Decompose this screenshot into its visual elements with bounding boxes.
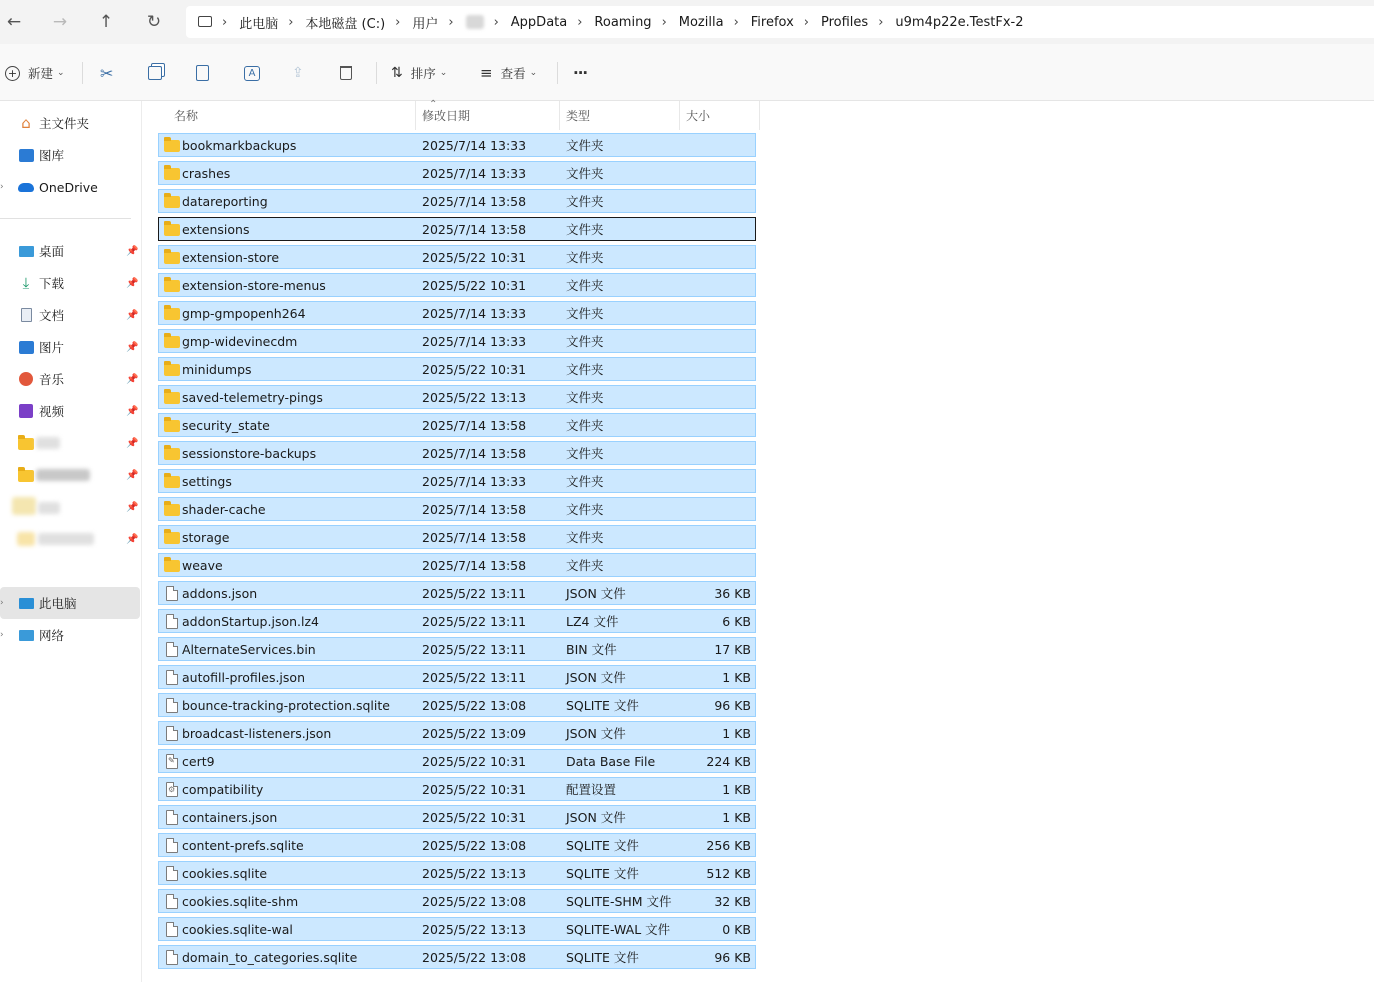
file-type: LZ4 文件 bbox=[566, 614, 619, 629]
chevron-right-icon: › bbox=[288, 14, 294, 30]
file-date: 2025/5/22 13:08 bbox=[422, 893, 527, 909]
crumb-profile[interactable]: u9m4p22e.TestFx-2 bbox=[895, 14, 1024, 30]
file-size: 256 KB bbox=[706, 837, 751, 853]
sidebar-item-label: 此电脑 bbox=[39, 596, 77, 611]
file-date: 2025/5/22 10:31 bbox=[422, 277, 527, 293]
file-size: 6 KB bbox=[722, 613, 751, 629]
folder-icon bbox=[164, 246, 180, 268]
sidebar-item-label: 下载 bbox=[39, 276, 65, 291]
file-type: SQLITE 文件 bbox=[566, 838, 639, 853]
file-name: extensions bbox=[182, 221, 250, 237]
column-header-type[interactable]: 类型 bbox=[559, 101, 680, 130]
column-header-date[interactable]: 修改日期 bbox=[415, 101, 560, 130]
sidebar-item-documents[interactable] bbox=[0, 301, 140, 329]
file-name: addonStartup.json.lz4 bbox=[182, 613, 319, 629]
file-type: 文件夹 bbox=[566, 138, 604, 153]
file-row[interactable] bbox=[158, 385, 756, 409]
folder-icon bbox=[164, 190, 180, 212]
file-name: shader-cache bbox=[182, 501, 266, 517]
file-date: 2025/5/22 10:31 bbox=[422, 753, 527, 769]
file-size: 1 KB bbox=[722, 809, 751, 825]
file-size: 96 KB bbox=[714, 697, 751, 713]
arrow-left-icon: ← bbox=[6, 12, 22, 32]
file-name: saved-telemetry-pings bbox=[182, 389, 323, 405]
network-icon bbox=[17, 626, 35, 644]
file-size: 96 KB bbox=[714, 949, 751, 965]
chevron-right-icon[interactable]: › bbox=[0, 182, 4, 192]
file-size: 0 KB bbox=[722, 921, 751, 937]
file-type: SQLITE-SHM 文件 bbox=[566, 894, 672, 909]
file-date: 2025/7/14 13:58 bbox=[422, 221, 527, 237]
sidebar-item-redacted-3[interactable] bbox=[0, 493, 140, 521]
pin-icon[interactable]: 📌 bbox=[126, 501, 139, 513]
chevron-right-icon: › bbox=[803, 14, 809, 30]
folder-icon bbox=[164, 330, 180, 352]
file-size: 512 KB bbox=[706, 865, 751, 881]
file-icon bbox=[164, 806, 180, 828]
pin-icon[interactable]: 📌 bbox=[126, 405, 139, 417]
file-type: Data Base File bbox=[566, 753, 656, 769]
file-date: 2025/7/14 13:33 bbox=[422, 333, 527, 349]
chevron-right-icon[interactable]: › bbox=[0, 630, 4, 640]
sidebar-item-desktop[interactable] bbox=[0, 237, 140, 265]
plus-circle-icon: + bbox=[5, 66, 20, 81]
arrow-up-icon: ↑ bbox=[98, 12, 114, 32]
file-size: 36 KB bbox=[714, 585, 751, 601]
crumb-roaming[interactable]: Roaming bbox=[594, 14, 652, 30]
folder-icon bbox=[164, 526, 180, 548]
file-icon bbox=[164, 946, 180, 968]
certificate-file-icon bbox=[164, 750, 180, 772]
sidebar-item-label: 图片 bbox=[39, 340, 65, 355]
file-row[interactable] bbox=[158, 469, 756, 493]
picture-icon bbox=[17, 338, 35, 356]
video-icon bbox=[17, 402, 35, 420]
folder-icon bbox=[164, 134, 180, 156]
file-row[interactable] bbox=[158, 833, 756, 857]
pin-icon[interactable]: 📌 bbox=[126, 309, 139, 321]
refresh-button[interactable] bbox=[140, 8, 168, 36]
file-type: 文件夹 bbox=[566, 362, 604, 377]
file-row[interactable] bbox=[158, 133, 756, 157]
file-name: cookies.sqlite bbox=[182, 865, 268, 881]
chevron-right-icon: › bbox=[222, 14, 228, 30]
trash-icon bbox=[340, 66, 352, 80]
scissors-icon: ✂ bbox=[100, 63, 114, 83]
file-name: extension-store bbox=[182, 249, 280, 265]
music-icon bbox=[17, 370, 35, 388]
sidebar-item-redacted-4[interactable] bbox=[0, 525, 140, 553]
settings-file-icon bbox=[164, 778, 180, 800]
crumb-appdata[interactable]: AppData bbox=[510, 14, 568, 30]
file-row[interactable] bbox=[158, 665, 756, 689]
file-size: 1 KB bbox=[722, 725, 751, 741]
pin-icon[interactable]: 📌 bbox=[126, 469, 139, 481]
chevron-right-icon: › bbox=[733, 14, 739, 30]
crumb-mozilla[interactable]: Mozilla bbox=[678, 14, 724, 30]
file-type: SQLITE 文件 bbox=[566, 950, 639, 965]
file-name: gmp-gmpopenh264 bbox=[182, 305, 306, 321]
folder-icon bbox=[164, 442, 180, 464]
file-date: 2025/5/22 13:13 bbox=[422, 389, 527, 405]
sort-label: 排序 bbox=[410, 66, 436, 81]
file-row[interactable] bbox=[158, 301, 756, 325]
sidebar-item-label: OneDrive bbox=[39, 179, 98, 195]
cut-button[interactable] bbox=[100, 60, 113, 86]
file-name: bookmarkbackups bbox=[182, 137, 297, 153]
file-row[interactable] bbox=[158, 721, 756, 745]
redacted-label bbox=[38, 502, 60, 514]
back-button[interactable] bbox=[0, 8, 28, 36]
forward-button[interactable] bbox=[46, 8, 74, 36]
crumb-users[interactable]: 用户 bbox=[412, 16, 439, 32]
file-icon bbox=[164, 638, 180, 660]
file-date: 2025/5/22 10:31 bbox=[422, 361, 527, 377]
file-name: autofill-profiles.json bbox=[182, 669, 305, 685]
file-row[interactable] bbox=[158, 161, 756, 185]
file-row[interactable] bbox=[158, 581, 756, 605]
file-type: 文件夹 bbox=[566, 222, 604, 237]
redacted-username bbox=[466, 15, 484, 29]
file-date: 2025/5/22 13:09 bbox=[422, 725, 527, 741]
file-row[interactable] bbox=[158, 805, 756, 829]
sidebar-item-label: 视频 bbox=[39, 404, 65, 419]
sort-ascending-icon: ⌃ bbox=[429, 99, 438, 110]
desktop-icon bbox=[17, 242, 35, 260]
copy-icon bbox=[148, 66, 162, 80]
sidebar-item-pictures[interactable] bbox=[0, 333, 140, 361]
crumb-c-drive[interactable]: 本地磁盘 (C:) bbox=[305, 16, 386, 32]
file-type: BIN 文件 bbox=[566, 642, 617, 657]
file-name: storage bbox=[182, 529, 230, 545]
file-size: 1 KB bbox=[722, 669, 751, 685]
sidebar-item-label: 图库 bbox=[39, 148, 65, 163]
file-type: SQLITE-WAL 文件 bbox=[566, 922, 671, 937]
file-name: sessionstore-backups bbox=[182, 445, 317, 461]
chevron-right-icon: › bbox=[661, 14, 667, 30]
navigation-pane bbox=[0, 101, 142, 982]
file-type: 文件夹 bbox=[566, 306, 604, 321]
file-row[interactable] bbox=[158, 441, 756, 465]
file-type: 文件夹 bbox=[566, 530, 604, 545]
file-row[interactable] bbox=[158, 413, 756, 437]
file-name: domain_to_categories.sqlite bbox=[182, 949, 358, 965]
redacted-label bbox=[38, 533, 94, 545]
folder-icon bbox=[164, 358, 180, 380]
file-date: 2025/5/22 13:13 bbox=[422, 921, 527, 937]
file-size: 17 KB bbox=[714, 641, 751, 657]
folder-icon bbox=[164, 162, 180, 184]
file-type: 文件夹 bbox=[566, 194, 604, 209]
file-icon bbox=[164, 722, 180, 744]
document-icon bbox=[17, 306, 35, 324]
file-name: extension-store-menus bbox=[182, 277, 326, 293]
folder-icon bbox=[17, 466, 35, 484]
sidebar-item-videos[interactable] bbox=[0, 397, 140, 425]
rename-icon: A bbox=[244, 66, 260, 81]
file-type: JSON 文件 bbox=[566, 810, 626, 825]
file-type: 文件夹 bbox=[566, 278, 604, 293]
pin-icon[interactable]: 📌 bbox=[126, 533, 139, 545]
file-date: 2025/7/14 13:58 bbox=[422, 557, 527, 573]
file-date: 2025/5/22 13:08 bbox=[422, 697, 527, 713]
file-name: cert9 bbox=[182, 753, 215, 769]
file-row[interactable] bbox=[158, 637, 756, 661]
file-name: gmp-widevinecdm bbox=[182, 333, 298, 349]
file-type: JSON 文件 bbox=[566, 670, 626, 685]
file-row[interactable] bbox=[158, 217, 756, 241]
sidebar-item-label: 主文件夹 bbox=[39, 116, 90, 131]
file-row[interactable] bbox=[158, 861, 756, 885]
file-size: 224 KB bbox=[706, 753, 751, 769]
chevron-right-icon: › bbox=[493, 14, 499, 30]
file-date: 2025/5/22 13:08 bbox=[422, 949, 527, 965]
file-date: 2025/7/14 13:33 bbox=[422, 305, 527, 321]
file-date: 2025/5/22 10:31 bbox=[422, 781, 527, 797]
file-date: 2025/5/22 10:31 bbox=[422, 249, 527, 265]
file-name: addons.json bbox=[182, 585, 258, 601]
arrow-right-icon: → bbox=[52, 12, 68, 32]
crumb-firefox[interactable]: Firefox bbox=[750, 14, 794, 30]
share-icon: ⇪ bbox=[292, 65, 304, 81]
redacted-label bbox=[36, 437, 60, 449]
file-icon bbox=[164, 666, 180, 688]
file-name: broadcast-listeners.json bbox=[182, 725, 332, 741]
file-name: cookies.sqlite-wal bbox=[182, 921, 293, 937]
file-type: 文件夹 bbox=[566, 558, 604, 573]
file-type: 文件夹 bbox=[566, 334, 604, 349]
delete-button[interactable] bbox=[340, 60, 352, 86]
file-icon bbox=[164, 834, 180, 856]
pin-icon[interactable]: 📌 bbox=[126, 373, 139, 385]
sidebar-item-label: 桌面 bbox=[39, 244, 65, 259]
sidebar-item-onedrive[interactable] bbox=[0, 173, 140, 201]
view-button[interactable] bbox=[480, 60, 537, 86]
toolbar-divider bbox=[376, 62, 377, 84]
address-row bbox=[0, 0, 1374, 44]
file-name: AlternateServices.bin bbox=[182, 641, 316, 657]
new-button[interactable] bbox=[5, 60, 65, 86]
sidebar-divider bbox=[0, 218, 131, 219]
refresh-icon: ↻ bbox=[146, 12, 162, 32]
sort-button[interactable] bbox=[391, 60, 447, 86]
chevron-down-icon: ⌄ bbox=[529, 68, 538, 78]
file-name: minidumps bbox=[182, 361, 252, 377]
folder-icon bbox=[164, 554, 180, 576]
file-type: 文件夹 bbox=[566, 502, 604, 517]
column-header-size[interactable]: 大小 bbox=[679, 101, 760, 130]
file-row[interactable] bbox=[158, 889, 756, 913]
file-type: 文件夹 bbox=[566, 250, 604, 265]
file-row[interactable] bbox=[158, 749, 756, 773]
file-type: 文件夹 bbox=[566, 474, 604, 489]
crumb-this-pc[interactable]: 此电脑 bbox=[239, 16, 279, 32]
toolbar-divider bbox=[557, 62, 558, 84]
cloud-icon bbox=[17, 178, 35, 196]
toolbar-divider bbox=[82, 62, 83, 84]
file-date: 2025/5/22 13:11 bbox=[422, 641, 527, 657]
copy-button[interactable] bbox=[148, 60, 162, 86]
file-date: 2025/5/22 13:08 bbox=[422, 837, 527, 853]
file-name: compatibility bbox=[182, 781, 264, 797]
file-date: 2025/5/22 13:11 bbox=[422, 613, 527, 629]
file-name: content-prefs.sqlite bbox=[182, 837, 304, 853]
chevron-right-icon[interactable]: › bbox=[0, 598, 4, 608]
file-type: 文件夹 bbox=[566, 390, 604, 405]
sidebar-item-label: 文档 bbox=[39, 308, 65, 323]
sidebar-item-label: 音乐 bbox=[39, 372, 65, 387]
file-type: 文件夹 bbox=[566, 446, 604, 461]
file-icon bbox=[164, 694, 180, 716]
file-icon bbox=[164, 582, 180, 604]
folder-icon bbox=[164, 386, 180, 408]
file-date: 2025/7/14 13:33 bbox=[422, 473, 527, 489]
home-icon: ⌂ bbox=[21, 114, 31, 132]
file-row[interactable] bbox=[158, 945, 756, 969]
file-date: 2025/5/22 13:11 bbox=[422, 585, 527, 601]
file-name: containers.json bbox=[182, 809, 278, 825]
file-icon bbox=[164, 890, 180, 912]
file-type: SQLITE 文件 bbox=[566, 866, 639, 881]
file-row[interactable] bbox=[158, 357, 756, 381]
file-row[interactable] bbox=[158, 245, 756, 269]
paste-button[interactable] bbox=[196, 60, 209, 86]
file-name: settings bbox=[182, 473, 232, 489]
redacted-label bbox=[36, 469, 90, 481]
chevron-down-icon: ⌄ bbox=[439, 68, 448, 78]
folder-icon bbox=[164, 218, 180, 240]
crumb-profiles[interactable]: Profiles bbox=[821, 14, 869, 30]
crumb-username[interactable] bbox=[466, 15, 484, 30]
command-bar bbox=[0, 44, 1374, 101]
file-date: 2025/7/14 13:33 bbox=[422, 137, 527, 153]
breadcrumb[interactable] bbox=[186, 6, 1374, 38]
redacted-icon bbox=[12, 497, 36, 515]
file-row[interactable] bbox=[158, 497, 756, 521]
file-date: 2025/7/14 13:58 bbox=[422, 193, 527, 209]
file-row[interactable] bbox=[158, 525, 756, 549]
folder-icon bbox=[164, 498, 180, 520]
chevron-right-icon: › bbox=[395, 14, 401, 30]
download-icon: ⤓ bbox=[22, 274, 30, 292]
file-type: 文件夹 bbox=[566, 166, 604, 181]
file-row[interactable] bbox=[158, 609, 756, 633]
file-name: datareporting bbox=[182, 193, 268, 209]
chevron-down-icon: ⌄ bbox=[57, 68, 65, 78]
file-row[interactable] bbox=[158, 329, 756, 353]
computer-icon bbox=[198, 16, 212, 27]
gallery-icon bbox=[17, 146, 35, 164]
file-name: weave bbox=[182, 557, 223, 573]
file-date: 2025/7/14 13:33 bbox=[422, 165, 527, 181]
file-row[interactable] bbox=[158, 777, 756, 801]
file-name: bounce-tracking-protection.sqlite bbox=[182, 697, 390, 713]
new-label: 新建 bbox=[28, 66, 54, 81]
file-name: crashes bbox=[182, 165, 231, 181]
file-size: 1 KB bbox=[722, 781, 751, 797]
redacted-icon bbox=[17, 532, 35, 546]
file-icon bbox=[164, 610, 180, 632]
pin-icon[interactable]: 📌 bbox=[126, 437, 139, 449]
sidebar-item-label: 网络 bbox=[39, 628, 65, 643]
file-type: JSON 文件 bbox=[566, 726, 626, 741]
file-type: JSON 文件 bbox=[566, 586, 626, 601]
file-date: 2025/5/22 13:13 bbox=[422, 865, 527, 881]
file-type: 文件夹 bbox=[566, 418, 604, 433]
chevron-right-icon: › bbox=[878, 14, 884, 30]
folder-icon bbox=[164, 470, 180, 492]
file-date: 2025/5/22 10:31 bbox=[422, 809, 527, 825]
pin-icon[interactable]: 📌 bbox=[126, 245, 139, 257]
sidebar-item-downloads[interactable] bbox=[0, 269, 140, 297]
file-size: 32 KB bbox=[714, 893, 751, 909]
sidebar-item-redacted-1[interactable] bbox=[0, 429, 140, 457]
sidebar-item-music[interactable] bbox=[0, 365, 140, 393]
sort-icon: ⇅ bbox=[391, 65, 403, 81]
column-header-name[interactable]: 名称 bbox=[167, 101, 416, 130]
file-row[interactable] bbox=[158, 553, 756, 577]
folder-icon bbox=[17, 434, 35, 452]
sidebar-item-this-pc[interactable] bbox=[0, 587, 140, 619]
more-options-button[interactable]: ··· bbox=[573, 64, 588, 82]
file-date: 2025/5/22 13:11 bbox=[422, 669, 527, 685]
sidebar-item-home[interactable] bbox=[0, 109, 140, 137]
sidebar-item-redacted-2[interactable] bbox=[0, 461, 140, 489]
file-date: 2025/7/14 13:58 bbox=[422, 417, 527, 433]
folder-icon bbox=[164, 414, 180, 436]
rename-button[interactable] bbox=[244, 60, 260, 86]
file-name: cookies.sqlite-shm bbox=[182, 893, 299, 909]
share-button[interactable] bbox=[292, 60, 304, 86]
pin-icon[interactable]: 📌 bbox=[126, 341, 139, 353]
folder-icon bbox=[164, 302, 180, 324]
pin-icon[interactable]: 📌 bbox=[126, 277, 139, 289]
file-date: 2025/7/14 13:58 bbox=[422, 445, 527, 461]
folder-icon bbox=[164, 274, 180, 296]
file-type: SQLITE 文件 bbox=[566, 698, 639, 713]
file-name: security_state bbox=[182, 417, 270, 433]
file-date: 2025/7/14 13:58 bbox=[422, 529, 527, 545]
file-date: 2025/7/14 13:58 bbox=[422, 501, 527, 517]
file-icon bbox=[164, 862, 180, 884]
up-button[interactable] bbox=[92, 8, 120, 36]
list-view-icon: ≡ bbox=[480, 64, 493, 82]
file-row[interactable] bbox=[158, 917, 756, 941]
file-type: 配置设置 bbox=[566, 782, 617, 797]
file-row[interactable] bbox=[158, 273, 756, 297]
column-header-row bbox=[143, 101, 760, 130]
chevron-right-icon: › bbox=[577, 14, 583, 30]
view-label: 查看 bbox=[500, 66, 526, 81]
file-icon bbox=[164, 918, 180, 940]
computer-icon bbox=[17, 594, 35, 612]
sidebar-item-network[interactable] bbox=[0, 621, 140, 649]
chevron-right-icon: › bbox=[448, 14, 454, 30]
clipboard-icon bbox=[196, 65, 209, 81]
file-row[interactable] bbox=[158, 189, 756, 213]
sidebar-item-gallery[interactable] bbox=[0, 141, 140, 169]
file-row[interactable] bbox=[158, 693, 756, 717]
